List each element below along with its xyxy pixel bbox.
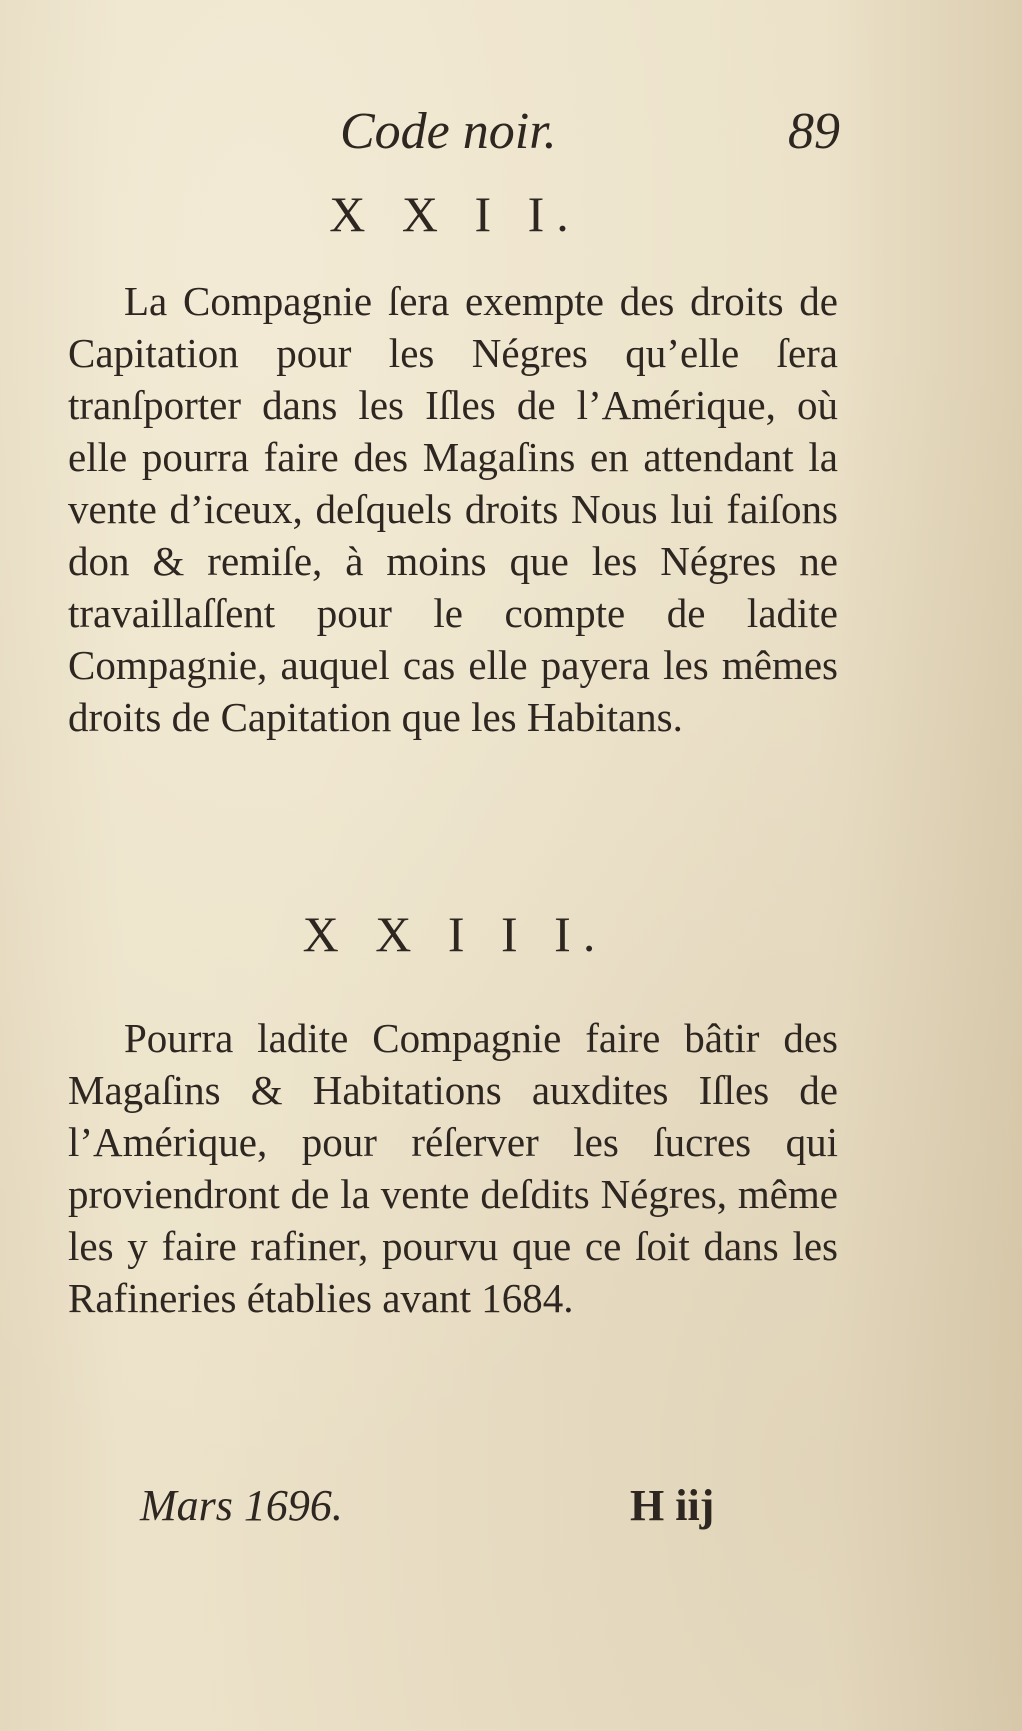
article-heading-23: X X I I I. <box>302 906 608 962</box>
page-footer <box>140 1480 740 1550</box>
article-text-23: Pourra ladite Compagnie faire bâtir des Magaſins & Habitations auxdites Iſles de l’Amérique, pour réſerver les ſucres qui proviendront de la vente deſdits Négres, même les y faire rafiner, pourvu que ce ſoit dans les Rafineries établies avant 1684. <box>68 1015 838 1321</box>
running-title: Code noir. <box>340 103 557 160</box>
article-text-22: La Compagnie ſera exempte des droits de Capitation pour les Négres qu’elle ſera tranſporter dans les Iſles de l’Amérique, où elle pourra faire des Magaſins en attendant la vente d’iceux, deſquels droits Nous lui faiſons don & remiſe, à moins que les Négres ne travaillaſſent pour le compte de ladite Compagnie, auquel cas elle payera les mêmes droits de Capitation que les Habitans. <box>68 278 838 740</box>
article-heading-22: X X I I. <box>329 186 581 242</box>
signature-mark: H iij <box>630 1481 715 1530</box>
running-head <box>70 102 840 182</box>
page-number: 89 <box>788 103 840 160</box>
page-shading <box>842 0 1022 1731</box>
footer-date: Mars 1696. <box>140 1481 343 1530</box>
